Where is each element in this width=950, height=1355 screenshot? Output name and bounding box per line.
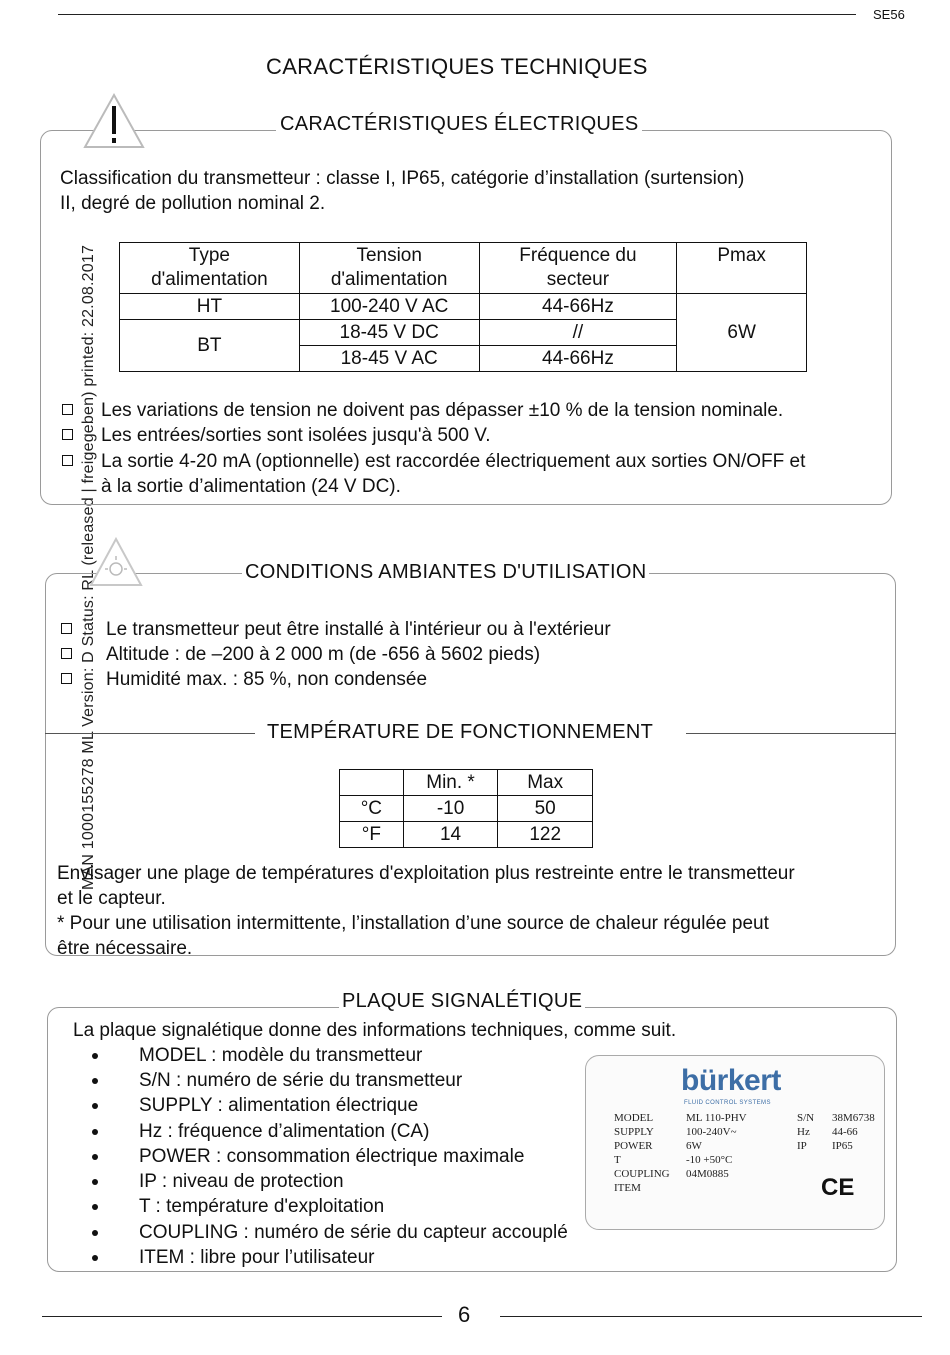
table-cell: 100-240 V AC	[299, 294, 479, 320]
nameplate-item: MODEL : modèle du transmetteur	[139, 1045, 423, 1066]
temperature-table	[339, 769, 593, 848]
plate-label: S/N	[797, 1112, 815, 1124]
footer-rule-right	[500, 1316, 922, 1317]
electrical-bullet-cont: à la sortie d’alimentation (24 V DC).	[101, 476, 401, 497]
nameplate-item: SUPPLY : alimentation électrique	[139, 1095, 419, 1116]
table-cell: 44-66Hz	[479, 294, 677, 320]
plate-label: T	[614, 1154, 621, 1166]
plate-value: ML 110-PHV	[686, 1112, 747, 1124]
table-cell: °F	[340, 822, 404, 848]
header-text: d'alimentation	[151, 269, 268, 290]
bullet-dot-icon	[92, 1053, 98, 1059]
table-cell: HT	[120, 294, 300, 320]
nameplate-intro: La plaque signalétique donne des informations techniques, comme suit.	[73, 1020, 677, 1041]
table-cell: 18-45 V AC	[299, 346, 479, 372]
page-number: 6	[458, 1302, 471, 1327]
bullet-dot-icon	[92, 1103, 98, 1109]
electrical-bullet: Les entrées/sorties sont isolées jusqu'à 500 V.	[101, 425, 491, 446]
table-row	[340, 770, 593, 796]
bullet-dot-icon	[92, 1154, 98, 1160]
checkbox-bullet-icon	[61, 648, 72, 659]
burkert-logo: bürkert	[681, 1064, 781, 1097]
plate-label: POWER	[614, 1140, 653, 1152]
electrical-title: CARACTÉRISTIQUES ÉLECTRIQUES	[276, 113, 642, 136]
nameplate-item: IP : niveau de protection	[139, 1171, 344, 1192]
table-cell: BT	[120, 320, 300, 372]
checkbox-bullet-icon	[61, 623, 72, 634]
environment-warning-icon	[88, 536, 144, 588]
nameplate-title: PLAQUE SIGNALÉTIQUE	[339, 990, 585, 1013]
bullet-dot-icon	[92, 1179, 98, 1185]
plate-value: 04M0885	[686, 1168, 729, 1180]
checkbox-bullet-icon	[62, 429, 73, 440]
nameplate-item: S/N : numéro de série du transmetteur	[139, 1070, 463, 1091]
table-cell: 18-45 V DC	[299, 320, 479, 346]
ambient-title: CONDITIONS AMBIANTES D'UTILISATION	[242, 561, 649, 584]
temperature-note: Envisager une plage de températures d'exploitation plus restreinte entre le transmetteur	[57, 863, 795, 884]
plate-label: IP	[797, 1140, 807, 1152]
table-header-cell: Max	[498, 770, 593, 796]
footer-rule-left	[42, 1316, 442, 1317]
nameplate-item: Hz : fréquence d’alimentation (CA)	[139, 1121, 430, 1142]
header-text: secteur	[546, 269, 610, 290]
plate-value: 44-66	[832, 1126, 858, 1138]
plate-label: Hz	[797, 1126, 810, 1138]
plate-label: ITEM	[614, 1182, 641, 1194]
table-header-tension	[299, 243, 479, 294]
plate-value: -10 +50°C	[686, 1154, 733, 1166]
electrical-intro-line2: II, degré de pollution nominal 2.	[60, 193, 326, 214]
burkert-tagline: FLUID CONTROL SYSTEMS	[684, 1100, 771, 1106]
header-text: Type	[188, 245, 230, 266]
document-status-stamp: MAN 1000155278 ML Version: D Status: RL (released | freigegeben) printed: 22.08.2017	[80, 244, 97, 890]
bullet-dot-icon	[92, 1078, 98, 1084]
temperature-note: être nécessaire.	[57, 938, 193, 959]
plate-value: 100-240V~	[686, 1126, 737, 1138]
checkbox-bullet-icon	[61, 673, 72, 684]
plate-value: IP65	[832, 1140, 853, 1152]
table-cell: -10	[403, 796, 498, 822]
bullet-dot-icon	[92, 1230, 98, 1236]
header-text: Pmax	[717, 245, 766, 266]
temperature-note: * Pour une utilisation intermittente, l’installation d’une source de chaleur régulée peut	[57, 913, 769, 934]
page-title: CARACTÉRISTIQUES TECHNIQUES	[266, 54, 648, 79]
checkbox-bullet-icon	[62, 455, 73, 466]
warning-icon	[82, 92, 146, 150]
table-cell-pmax: 6W	[677, 294, 807, 372]
nameplate-item: COUPLING : numéro de série du capteur accouplé	[139, 1222, 568, 1243]
table-header-cell: Min. *	[403, 770, 498, 796]
header-text: Fréquence du	[519, 245, 637, 266]
table-cell: 122	[498, 822, 593, 848]
table-header-type	[120, 243, 300, 294]
header-text: d'alimentation	[330, 269, 448, 290]
nameplate-item: T : température d'exploitation	[139, 1196, 385, 1217]
ambient-bullet: Le transmetteur peut être installé à l'intérieur ou à l'extérieur	[106, 619, 611, 640]
table-cell: °C	[340, 796, 404, 822]
temperature-note: et le capteur.	[57, 888, 166, 909]
temp-title-rule-left	[45, 733, 255, 734]
nameplate-item: ITEM : libre pour l’utilisateur	[139, 1247, 375, 1268]
table-row	[340, 822, 593, 848]
electrical-bullet: Les variations de tension ne doivent pas dépasser ±10 % de la tension nominale.	[101, 400, 784, 421]
checkbox-bullet-icon	[62, 404, 73, 415]
table-row	[120, 294, 807, 320]
bullet-dot-icon	[92, 1204, 98, 1210]
plate-value: 38M6738	[832, 1112, 875, 1124]
table-header-pmax	[677, 243, 807, 294]
bullet-dot-icon	[92, 1255, 98, 1261]
nameplate-item: POWER : consommation électrique maximale	[139, 1146, 525, 1167]
ambient-bullet: Humidité max. : 85 %, non condensée	[106, 669, 428, 690]
table-row	[340, 796, 593, 822]
temp-title-rule-right	[686, 733, 896, 734]
plate-label: SUPPLY	[614, 1126, 654, 1138]
header-rule	[58, 14, 856, 15]
plate-value: 6W	[686, 1140, 702, 1152]
temperature-title: TEMPÉRATURE DE FONCTIONNEMENT	[267, 721, 654, 743]
doc-code: SE56	[873, 7, 905, 22]
nameplate-image	[585, 1055, 885, 1230]
electrical-bullet: La sortie 4-20 mA (optionnelle) est raccordée électriquement aux sorties ON/OFF et	[101, 451, 806, 472]
electrical-intro-line1: Classification du transmetteur : classe I, IP65, catégorie d’installation (surtension)	[60, 168, 745, 189]
plate-label: COUPLING	[614, 1168, 670, 1180]
table-header-cell	[340, 770, 404, 796]
table-cell: 14	[403, 822, 498, 848]
bullet-dot-icon	[92, 1129, 98, 1135]
ce-mark: CE	[821, 1174, 855, 1201]
plate-label: MODEL	[614, 1112, 654, 1124]
header-text: Tension	[356, 245, 422, 266]
table-cell: 50	[498, 796, 593, 822]
table-header-frequence	[479, 243, 677, 294]
ambient-bullet: Altitude : de –200 à 2 000 m (de -656 à 5602 pieds)	[106, 644, 541, 665]
power-supply-table	[119, 242, 807, 372]
table-cell: 44-66Hz	[479, 346, 677, 372]
table-cell: //	[479, 320, 677, 346]
